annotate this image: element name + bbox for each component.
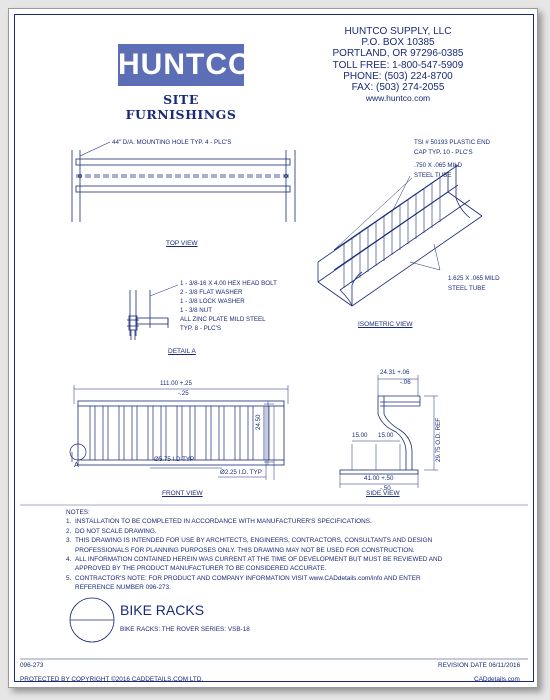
detail-a-drawing <box>127 285 178 340</box>
iso-callout-tube-1: .750 X .065 MILD <box>414 162 463 169</box>
side-dim-left: 15.00 <box>352 432 368 439</box>
iso-callout-tube-2: STEEL TUBE <box>414 172 452 179</box>
huntco-logo: HUNTCO <box>118 44 244 86</box>
copyright: PROTECTED BY COPYRIGHT ©2016 CADDETAILS.COM LTD. <box>20 676 204 683</box>
isometric-view-label: ISOMETRIC VIEW <box>358 321 413 328</box>
city-line: PORTLAND, OR 97296-0385 <box>332 48 464 60</box>
side-view-label: SIDE VIEW <box>366 490 400 497</box>
front-view-label: FRONT VIEW <box>162 490 203 497</box>
note-row: REFERENCE NUMBER 096-273. <box>75 584 171 592</box>
toll-free: TOLL FREE: 1-800-547-5909 <box>332 59 464 71</box>
side-dim-right: 15.00 <box>378 432 394 439</box>
top-view-label: TOP VIEW <box>166 240 198 247</box>
side-top-dim: 24.31 +.06 <box>380 369 410 376</box>
revision-date: REVISION DATE 06/11/2016 <box>438 662 521 669</box>
side-top-tol: -.06 <box>400 379 411 386</box>
front-overall-tol: -.25 <box>178 390 189 397</box>
po-box: P.O. BOX 10385 <box>361 37 435 49</box>
drawing-subtitle: BIKE RACKS: THE ROVER SERIES: VSB-18 <box>120 626 250 633</box>
top-view-drawing <box>72 139 295 222</box>
title-symbol <box>70 598 114 642</box>
side-base-tol: -.50 <box>380 485 391 492</box>
front-id-dim-2: Ø2.25 I.D. TYP <box>220 469 262 476</box>
notes-heading: NOTES: <box>66 509 90 516</box>
website: www.huntco.com <box>365 93 431 104</box>
detail-a-label: DETAIL A <box>168 348 196 355</box>
detail-a-line-1: 1 - 3/8-16 X 4.00 HEX HEAD BOLT <box>180 280 277 287</box>
front-height-dim: 24.50 <box>255 414 262 430</box>
note-row: 2. DO NOT SCALE DRAWING. <box>66 527 157 535</box>
detail-a-line-2: 2 - 3/8 FLAT WASHER <box>180 289 243 296</box>
note-row: 5. CONTRACTOR'S NOTE: FOR PRODUCT AND COMPANY INFORMATION VISIT www.CADdetails.com/info AND ENTER <box>66 574 421 582</box>
iso-callout-endcap-2: CAP TYP. 10 - PLC'S <box>414 149 473 156</box>
note-row: APPROVED BY THE PRODUCT MANUFACTURER TO BE CONSIDERED ACCURATE. <box>75 565 327 573</box>
side-base-dim: 41.00 +.50 <box>364 475 394 482</box>
iso-callout-main-tube-1: 1.625 X .065 MILD <box>448 275 500 282</box>
logo-subtext: SITE FURNISHINGS <box>125 92 237 122</box>
reference-number: 096-273 <box>20 662 44 669</box>
detail-a-line-5: ALL ZINC PLATE MILD STEEL <box>180 316 266 323</box>
phone: PHONE: (503) 224-8700 <box>343 70 453 82</box>
detail-a-marker: A <box>74 462 79 469</box>
detail-a-line-6: TYP. 8 - PLC'S <box>180 325 221 332</box>
note-row: 1. INSTALLATION TO BE COMPLETED IN ACCORDANCE WITH MANUFACTURER'S SPECIFICATIONS. <box>66 518 372 526</box>
drawing-title: BIKE RACKS <box>120 602 205 618</box>
notes-block <box>66 508 442 593</box>
detail-a-line-3: 1 - 3/8 LOCK WASHER <box>180 298 245 305</box>
fax: FAX: (503) 274-2055 <box>351 82 445 94</box>
note-row: 3. THIS DRAWING IS INTENDED FOR USE BY ARCHITECTS, ENGINEERS, CONTRACTORS, CONSULTANTS AND DESIGN <box>66 537 433 545</box>
caddetails-site: CADdetails.com <box>474 676 520 683</box>
detail-a-line-4: 1 - 3/8 NUT <box>180 307 212 314</box>
iso-callout-endcap-1: TSI # 50193 PLASTIC END <box>414 139 491 146</box>
top-view-callout: 44" D/A. MOUNTING HOLE TYP. 4 - PLC'S <box>112 139 232 146</box>
note-row: 4. ALL INFORMATION CONTAINED HEREIN WAS CURRENT AT THE TIME OF DEVELOPMENT BUT MUST BE REVIEWED AND <box>66 556 443 564</box>
front-id-dim-1: Ø5.75 I.D TYP <box>154 456 195 463</box>
company-name: HUNTCO SUPPLY, LLC <box>344 26 452 37</box>
front-view-drawing <box>70 385 288 480</box>
note-row: PROFESSIONALS FOR PLANNING PURPOSES ONLY. THIS DRAWING MAY NOT BE USED FOR CONSTRUCTION. <box>75 546 415 554</box>
side-od-ref: 29.75 O.D. REF <box>435 417 442 462</box>
front-overall-length: 111.00 +.25 <box>160 380 192 387</box>
iso-callout-main-tube-2: STEEL TUBE <box>448 285 486 292</box>
